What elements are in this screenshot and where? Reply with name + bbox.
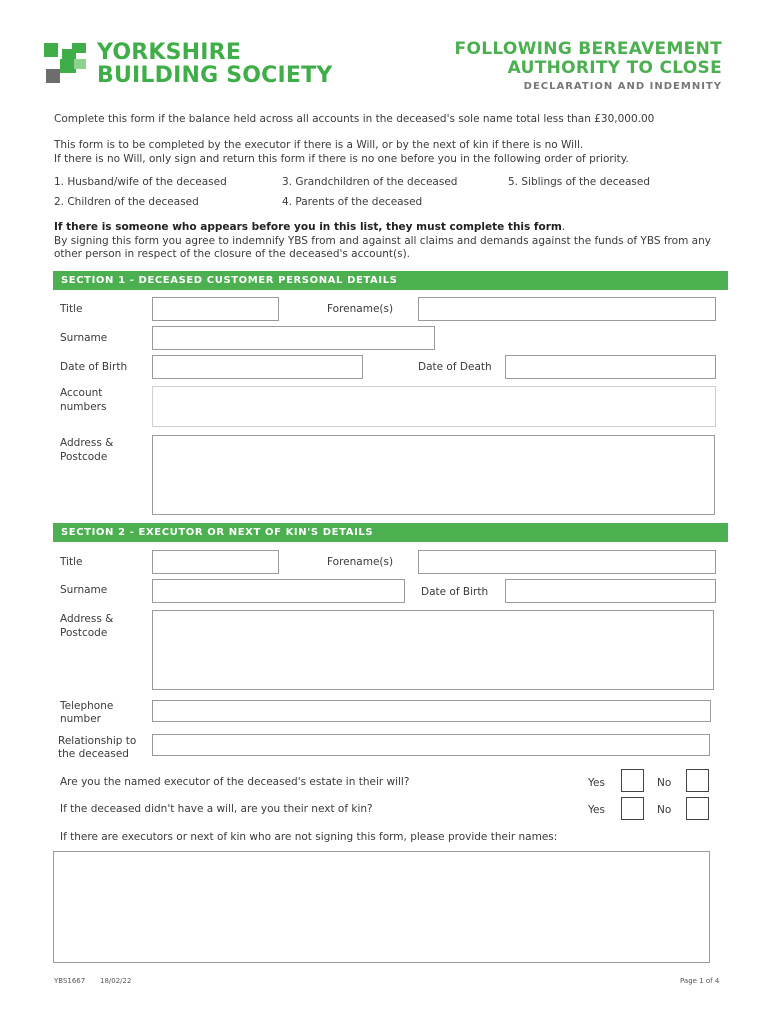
logo-mark-icon (44, 43, 88, 85)
footer-date: 18/02/22 (100, 977, 132, 985)
q2-no-checkbox[interactable] (686, 797, 709, 820)
s2-relationship-label-2: the deceased (58, 748, 129, 760)
priority-warning-period: . (561, 221, 566, 233)
s2-address-label-2: Postcode (60, 627, 108, 639)
form-title-line1: FOLLOWING BEREAVEMENT (454, 39, 722, 59)
footer-code: YBS1667 (54, 977, 86, 985)
q2-no-label: No (657, 804, 672, 816)
s2-surname-label: Surname (60, 584, 108, 596)
s2-address-input[interactable] (152, 610, 714, 690)
others-prompt: If there are executors or next of kin who are not signing this form, please provide their names: (60, 831, 558, 843)
s1-dod-label: Date of Death (418, 361, 492, 373)
s2-forenames-input[interactable] (418, 550, 716, 574)
priority-warning-bold: If there is someone who appears before you in this list, they must complete this form (54, 221, 562, 233)
footer-page: Page 1 of 4 (680, 977, 720, 985)
intro-line1: Complete this form if the balance held across all accounts in the deceased's sole name total less than £30,000.00 (54, 113, 655, 125)
s2-phone-label-1: Telephone (60, 700, 114, 712)
priority-item-4: 4. Parents of the deceased (282, 196, 423, 208)
priority-item-5: 5. Siblings of the deceased (508, 176, 650, 188)
s1-surname-input[interactable] (152, 326, 435, 350)
indemnity-line2: other person in respect of the closure of the deceased's account(s). (54, 248, 411, 260)
s1-address-label-1: Address & (60, 437, 114, 449)
s2-title-input[interactable] (152, 550, 279, 574)
q1-no-checkbox[interactable] (686, 769, 709, 792)
s1-forenames-label: Forename(s) (327, 303, 394, 315)
q1-no-label: No (657, 777, 672, 789)
s2-relationship-label-1: Relationship to (58, 735, 137, 747)
section2-heading: SECTION 2 - EXECUTOR OR NEXT OF KIN'S DETAILS (53, 523, 728, 542)
s2-relationship-input[interactable] (152, 734, 710, 756)
s1-dob-input[interactable] (152, 355, 363, 379)
q2-text: If the deceased didn't have a will, are you their next of kin? (60, 803, 373, 815)
priority-item-2: 2. Children of the deceased (54, 196, 199, 208)
s2-title-label: Title (60, 556, 83, 568)
s1-dob-label: Date of Birth (60, 361, 128, 373)
q1-yes-label: Yes (588, 777, 605, 789)
logo (44, 43, 88, 85)
s1-title-input[interactable] (152, 297, 279, 321)
s1-account-label-1: Account (60, 387, 103, 399)
s2-phone-input[interactable] (152, 700, 711, 722)
s2-surname-input[interactable] (152, 579, 405, 603)
s2-dob-input[interactable] (505, 579, 716, 603)
s1-account-label-2: numbers (60, 401, 107, 413)
priority-item-3: 3. Grandchildren of the deceased (282, 176, 458, 188)
logo-line2: BUILDING SOCIETY (97, 63, 333, 88)
logo-line1: YORKSHIRE (97, 40, 242, 65)
others-names-input[interactable] (53, 851, 710, 963)
q1-yes-checkbox[interactable] (621, 769, 644, 792)
s2-forenames-label: Forename(s) (327, 556, 394, 568)
q2-yes-label: Yes (588, 804, 605, 816)
s1-dod-input[interactable] (505, 355, 716, 379)
q1-text: Are you the named executor of the deceased's estate in their will? (60, 776, 410, 788)
s1-account-numbers-input[interactable] (152, 386, 716, 427)
s2-phone-label-2: number (60, 713, 101, 725)
intro-line3: If there is no Will, only sign and return this form if there is no one before you in the following order of priority. (54, 153, 629, 165)
form-subtitle: DECLARATION AND INDEMNITY (523, 81, 722, 92)
indemnity-line1: By signing this form you agree to indemnify YBS from and against all claims and demands against the funds of YBS from any (54, 235, 711, 247)
q2-yes-checkbox[interactable] (621, 797, 644, 820)
s1-address-input[interactable] (152, 435, 715, 515)
intro-line2: This form is to be completed by the executor if there is a Will, or by the next of kin if there is no Will. (54, 139, 584, 151)
s2-address-label-1: Address & (60, 613, 114, 625)
form-title-line2: AUTHORITY TO CLOSE (507, 58, 722, 78)
s1-surname-label: Surname (60, 332, 108, 344)
s1-address-label-2: Postcode (60, 451, 108, 463)
priority-warning (54, 221, 565, 233)
priority-item-1: 1. Husband/wife of the deceased (54, 176, 227, 188)
s1-title-label: Title (60, 303, 83, 315)
section1-heading: SECTION 1 - DECEASED CUSTOMER PERSONAL DETAILS (53, 271, 728, 290)
s2-dob-label: Date of Birth (421, 586, 489, 598)
s1-forenames-input[interactable] (418, 297, 716, 321)
